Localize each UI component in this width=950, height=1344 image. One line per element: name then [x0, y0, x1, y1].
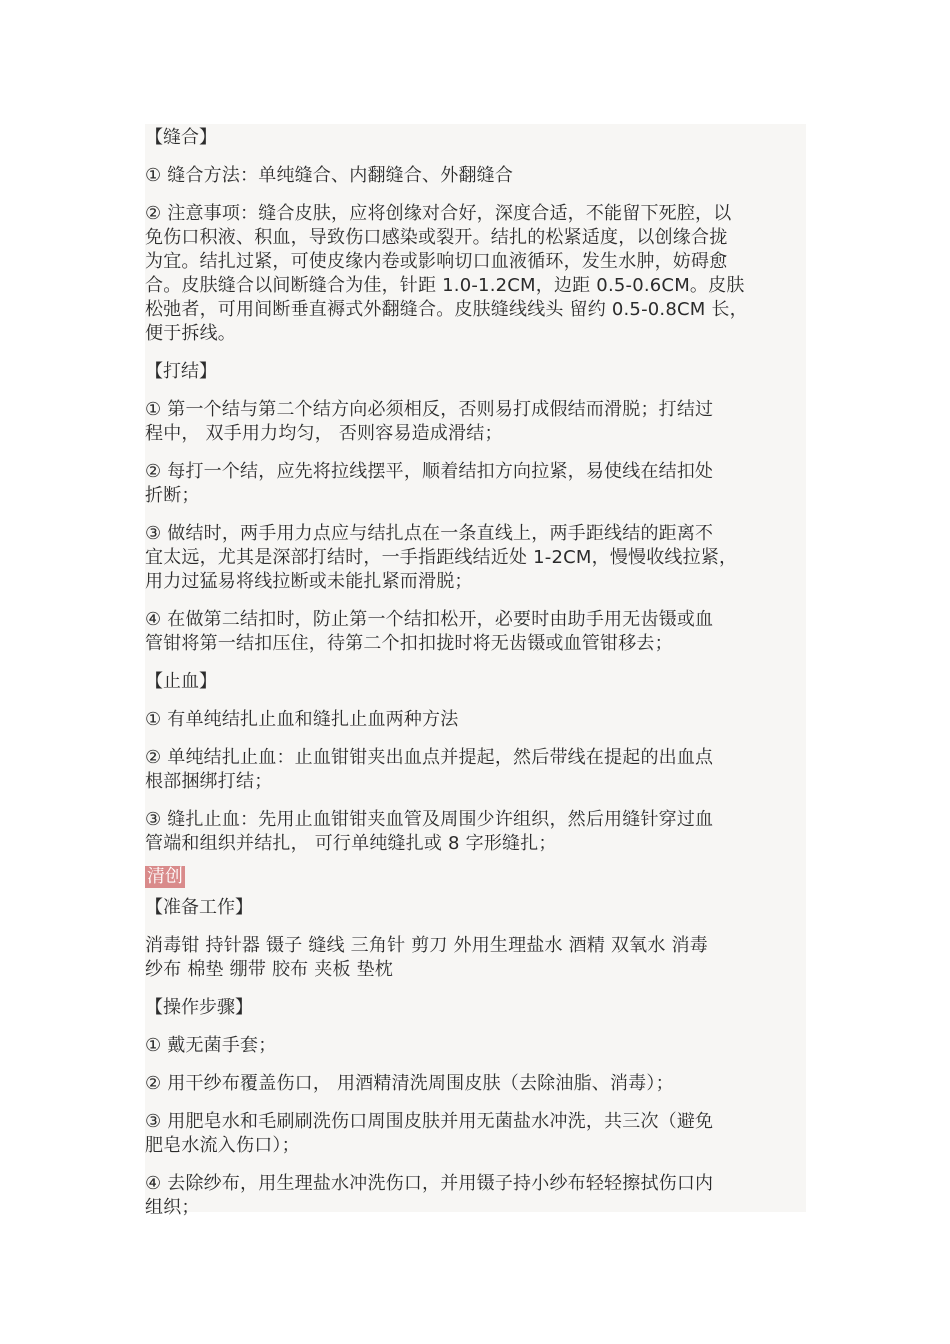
- suture-item-1: ① 缝合方法：单纯缝合、内翻缝合、外翻缝合: [145, 165, 514, 186]
- suture-item-2-line: 为宜。结扎过紧，可使皮缘内卷或影响切口血液循环，发生水肿，妨碍愈: [145, 251, 728, 272]
- steps-heading: 【操作步骤】: [145, 997, 253, 1018]
- knot-item-3-line: 宜太远，尤其是深部打结时，一手指距线结近处 1-2CM，慢慢收线拉紧，: [145, 547, 738, 568]
- prep-items-line: 纱布 棉垫 绷带 胶布 夹板 垫枕: [145, 959, 394, 980]
- hemostasis-item-1: ① 有单纯结扎止血和缝扎止血两种方法: [145, 709, 459, 730]
- hemostasis-item-2-line: 根部捆绑打结；: [145, 771, 273, 792]
- step-1: ① 戴无菌手套；: [145, 1035, 277, 1056]
- knot-item-1-line: 程中， 双手用力均匀， 否则容易造成滑结；: [145, 423, 503, 444]
- suture-item-2-line: 便于拆线。: [145, 323, 236, 344]
- suture-item-2-line: 松弛者，可用间断垂直褥式外翻缝合。皮肤缝线线头 留约 0.5-0.8CM 长，: [145, 299, 748, 320]
- knot-item-2-line: ② 每打一个结，应先将拉线摆平，顺着结扣方向拉紧，易使线在结扣处: [145, 461, 714, 482]
- knot-item-3-line: 用力过猛易将线拉断或未能扎紧而滑脱；: [145, 571, 473, 592]
- document-panel: [145, 124, 806, 1218]
- knot-item-2-line: 折断；: [145, 485, 200, 506]
- hemostasis-heading: 【止血】: [145, 671, 217, 692]
- step-4-line: 组织；: [145, 1197, 200, 1218]
- suture-item-2-line: ② 注意事项：缝合皮肤，应将创缘对合好，深度合适，不能留下死腔，以: [145, 203, 732, 224]
- suture-heading: 【缝合】: [145, 127, 217, 148]
- suture-item-2-line: 合。皮肤缝合以间断缝合为佳，针距 1.0-1.2CM，边距 0.5-0.6CM。皮肤: [145, 275, 745, 296]
- knot-item-3-line: ③ 做结时，两手用力点应与结扎点在一条直线上，两手距线结的距离不: [145, 523, 714, 544]
- prep-items-line: 消毒钳 持针器 镊子 缝线 三角针 剪刀 外用生理盐水 酒精 双氧水 消毒: [145, 935, 708, 956]
- hemostasis-item-2-line: ② 单纯结扎止血：止血钳钳夹出血点并提起，然后带线在提起的出血点: [145, 747, 714, 768]
- knot-item-4-line: 管钳将第一结扣压住，待第二个扣扣拢时将无齿镊或血管钳移去；: [145, 633, 673, 654]
- hemostasis-item-3-line: 管端和组织并结扎， 可行单纯缝扎或 8 字形缝扎；: [145, 833, 557, 854]
- step-3-line: 肥皂水流入伤口）；: [145, 1135, 300, 1156]
- hemostasis-item-3-line: ③ 缝扎止血：先用止血钳钳夹血管及周围少许组织，然后用缝针穿过血: [145, 809, 714, 830]
- knot-item-1-line: ① 第一个结与第二个结方向必须相反，否则易打成假结而滑脱；打结过: [145, 399, 714, 420]
- knot-heading: 【打结】: [145, 361, 217, 382]
- step-4-line: ④ 去除纱布，用生理盐水冲洗伤口，并用镊子持小纱布轻轻擦拭伤口内: [145, 1173, 714, 1194]
- step-3-line: ③ 用肥皂水和毛刷刷洗伤口周围皮肤并用无菌盐水冲洗，共三次（避免: [145, 1111, 714, 1132]
- step-2: ② 用干纱布覆盖伤口， 用酒精清洗周围皮肤（去除油脂、消毒）；: [145, 1073, 674, 1094]
- suture-item-2-line: 免伤口积液、积血，导致伤口感染或裂开。结扎的松紧适度，以创缘合拢: [145, 227, 728, 248]
- knot-item-4-line: ④ 在做第二结扣时，防止第一个结扣松开，必要时由助手用无齿镊或血: [145, 609, 714, 630]
- prep-heading: 【准备工作】: [145, 897, 253, 918]
- debridement-tag: 清创: [147, 866, 183, 887]
